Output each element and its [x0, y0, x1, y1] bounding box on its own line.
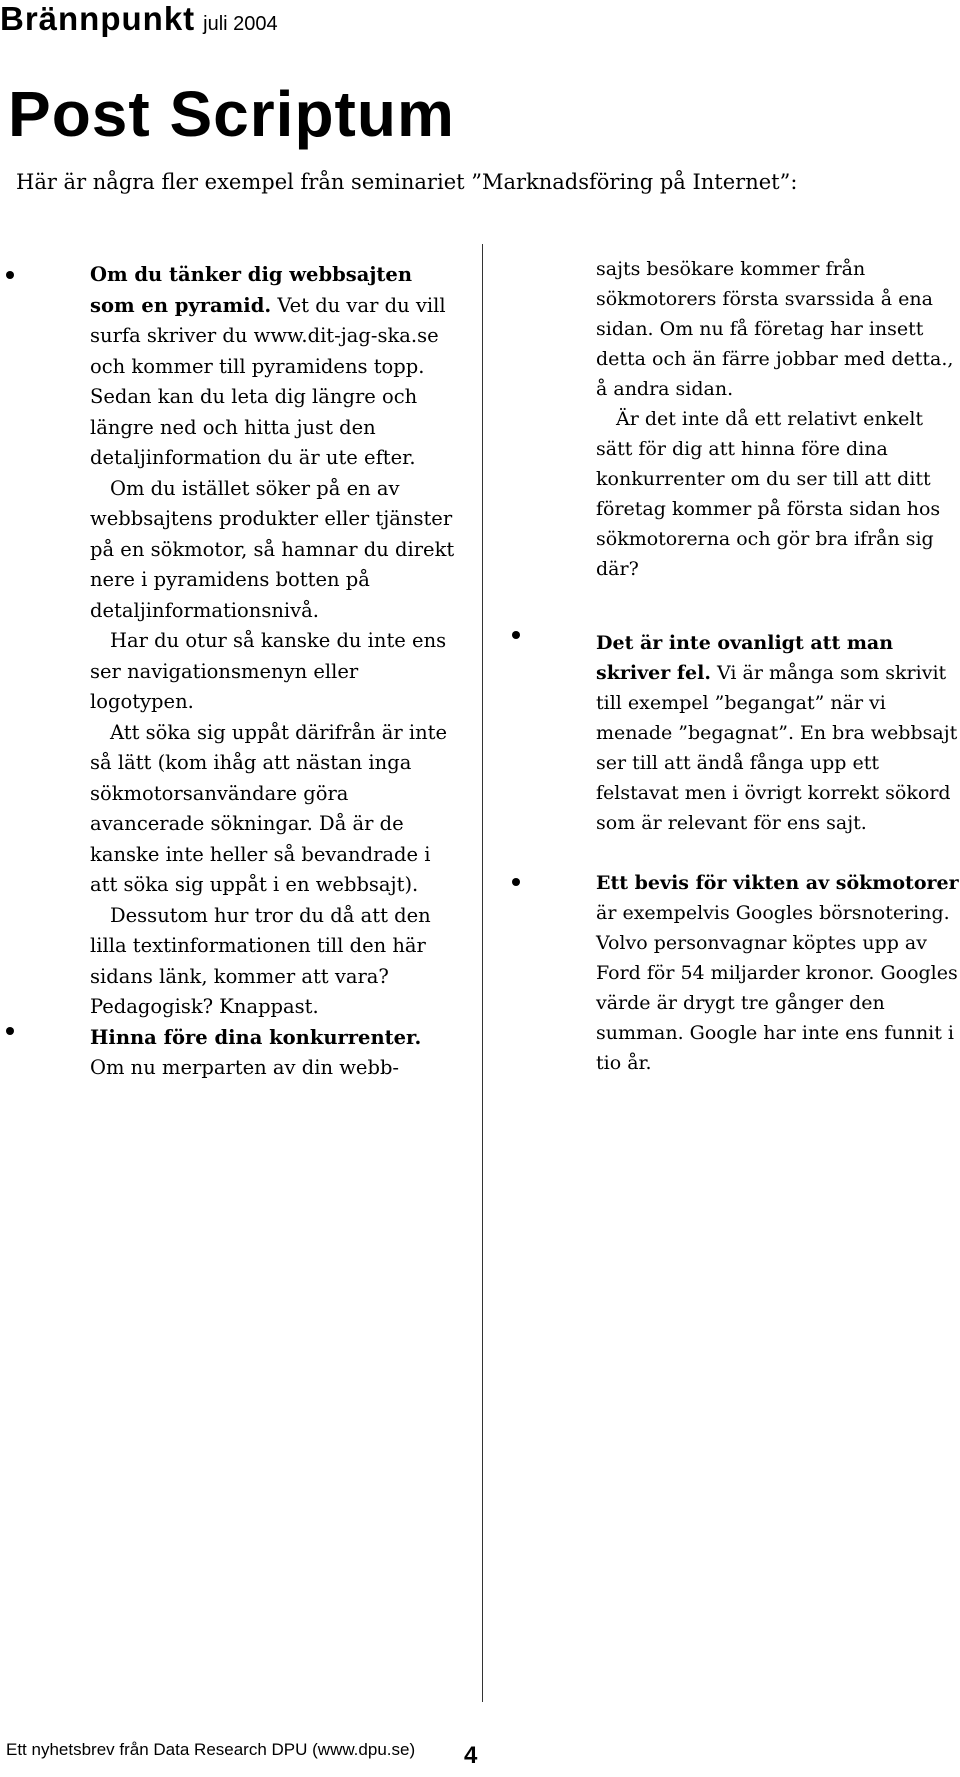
paragraph [90, 260, 460, 474]
bullet-icon [512, 878, 520, 886]
masthead [0, 0, 278, 38]
left-column [90, 260, 460, 1084]
page-number: 4 [464, 1742, 478, 1769]
paragraph: Är det inte då ett relativt enkelt sätt för dig att hinna före dina konkurrenter om du ser till att ditt företag kommer på första sidan hos sökmotorerna och gör bra ifrån sig där? [596, 408, 941, 580]
newsletter-name: Brännpunkt [0, 0, 196, 37]
item-text: är exempelvis Googles börsnotering. Volvo personvagnar köptes upp av Ford för 54 miljarder kronor. Googles värde är drygt tre gånger den summan. Google har inte ens funnit i tio år. [596, 902, 958, 1074]
paragraph [596, 628, 960, 838]
article-title: Post Scriptum [8, 78, 455, 150]
right-column [596, 254, 960, 1078]
issue-date: juli 2004 [203, 13, 278, 35]
list-item [596, 628, 960, 838]
list-item-continuation [596, 254, 960, 584]
paragraph: Dessutom hur tror du då att den lilla textinformationen till den här sidans länk, kommer att vara? Pedagogisk? Knappast. [90, 903, 431, 1018]
item-heading: Hinna före dina konkurrenter. [90, 1025, 422, 1049]
item-text: Vet du var du vill surfa skriver du www.dit-jag-ska.se och kommer till pyramidens topp. Sedan kan du leta dig längre och längre ned och hitta just den detaljinformation du är ute efter. [90, 293, 446, 469]
list-item [90, 1023, 460, 1084]
item-heading: Det är inte ovanligt att man skriver fel. [596, 632, 894, 684]
list-item [90, 260, 460, 1023]
paragraph [90, 1023, 460, 1054]
list-item [596, 868, 960, 1078]
bullet-icon [512, 631, 520, 639]
paragraph [596, 868, 960, 1078]
bullet-icon [6, 271, 14, 279]
paragraph: sajts besökare kommer från sökmotorers första svarssida å ena sidan. Om nu få företag har insett detta och än färre jobbar med detta., å andra sidan. [596, 258, 954, 400]
footer-text: Ett nyhetsbrev från Data Research DPU (www.dpu.se) [6, 1740, 416, 1759]
bullet-icon [6, 1027, 14, 1035]
paragraph: Om du istället söker på en av webbsajtens produkter eller tjänster på en sökmotor, så hamnar du direkt nere i pyramidens botten på detaljinformationsnivå. [90, 476, 455, 622]
column-divider [482, 244, 483, 1702]
article-intro: Här är några fler exempel från seminariet ”Marknadsföring på Internet”: [16, 170, 798, 194]
item-text: Vi är många som skrivit till exempel ”begangat” när vi menade ”begagnat”. En bra webbsajt ser till att ändå fånga upp ett felstavat men i övrigt korrekt sökord som är relevant för ens sajt. [596, 662, 958, 834]
item-heading: Ett bevis för vikten av sökmotorer [596, 872, 959, 894]
item-heading: Om du tänker dig webbsajten som en pyramid. [90, 263, 412, 317]
paragraph: Om nu merparten av din webb- [90, 1056, 400, 1079]
paragraph: Att söka sig uppåt därifrån är inte så lätt (kom ihåg att nästan inga sökmotorsanvändare göra avancerade sökningar. Då är de kanske inte heller så bevandrade i att söka sig uppåt i en webbsajt). [90, 720, 448, 896]
paragraph: Har du otur så kanske du inte ens ser navigationsmenyn eller logotypen. [90, 629, 447, 713]
